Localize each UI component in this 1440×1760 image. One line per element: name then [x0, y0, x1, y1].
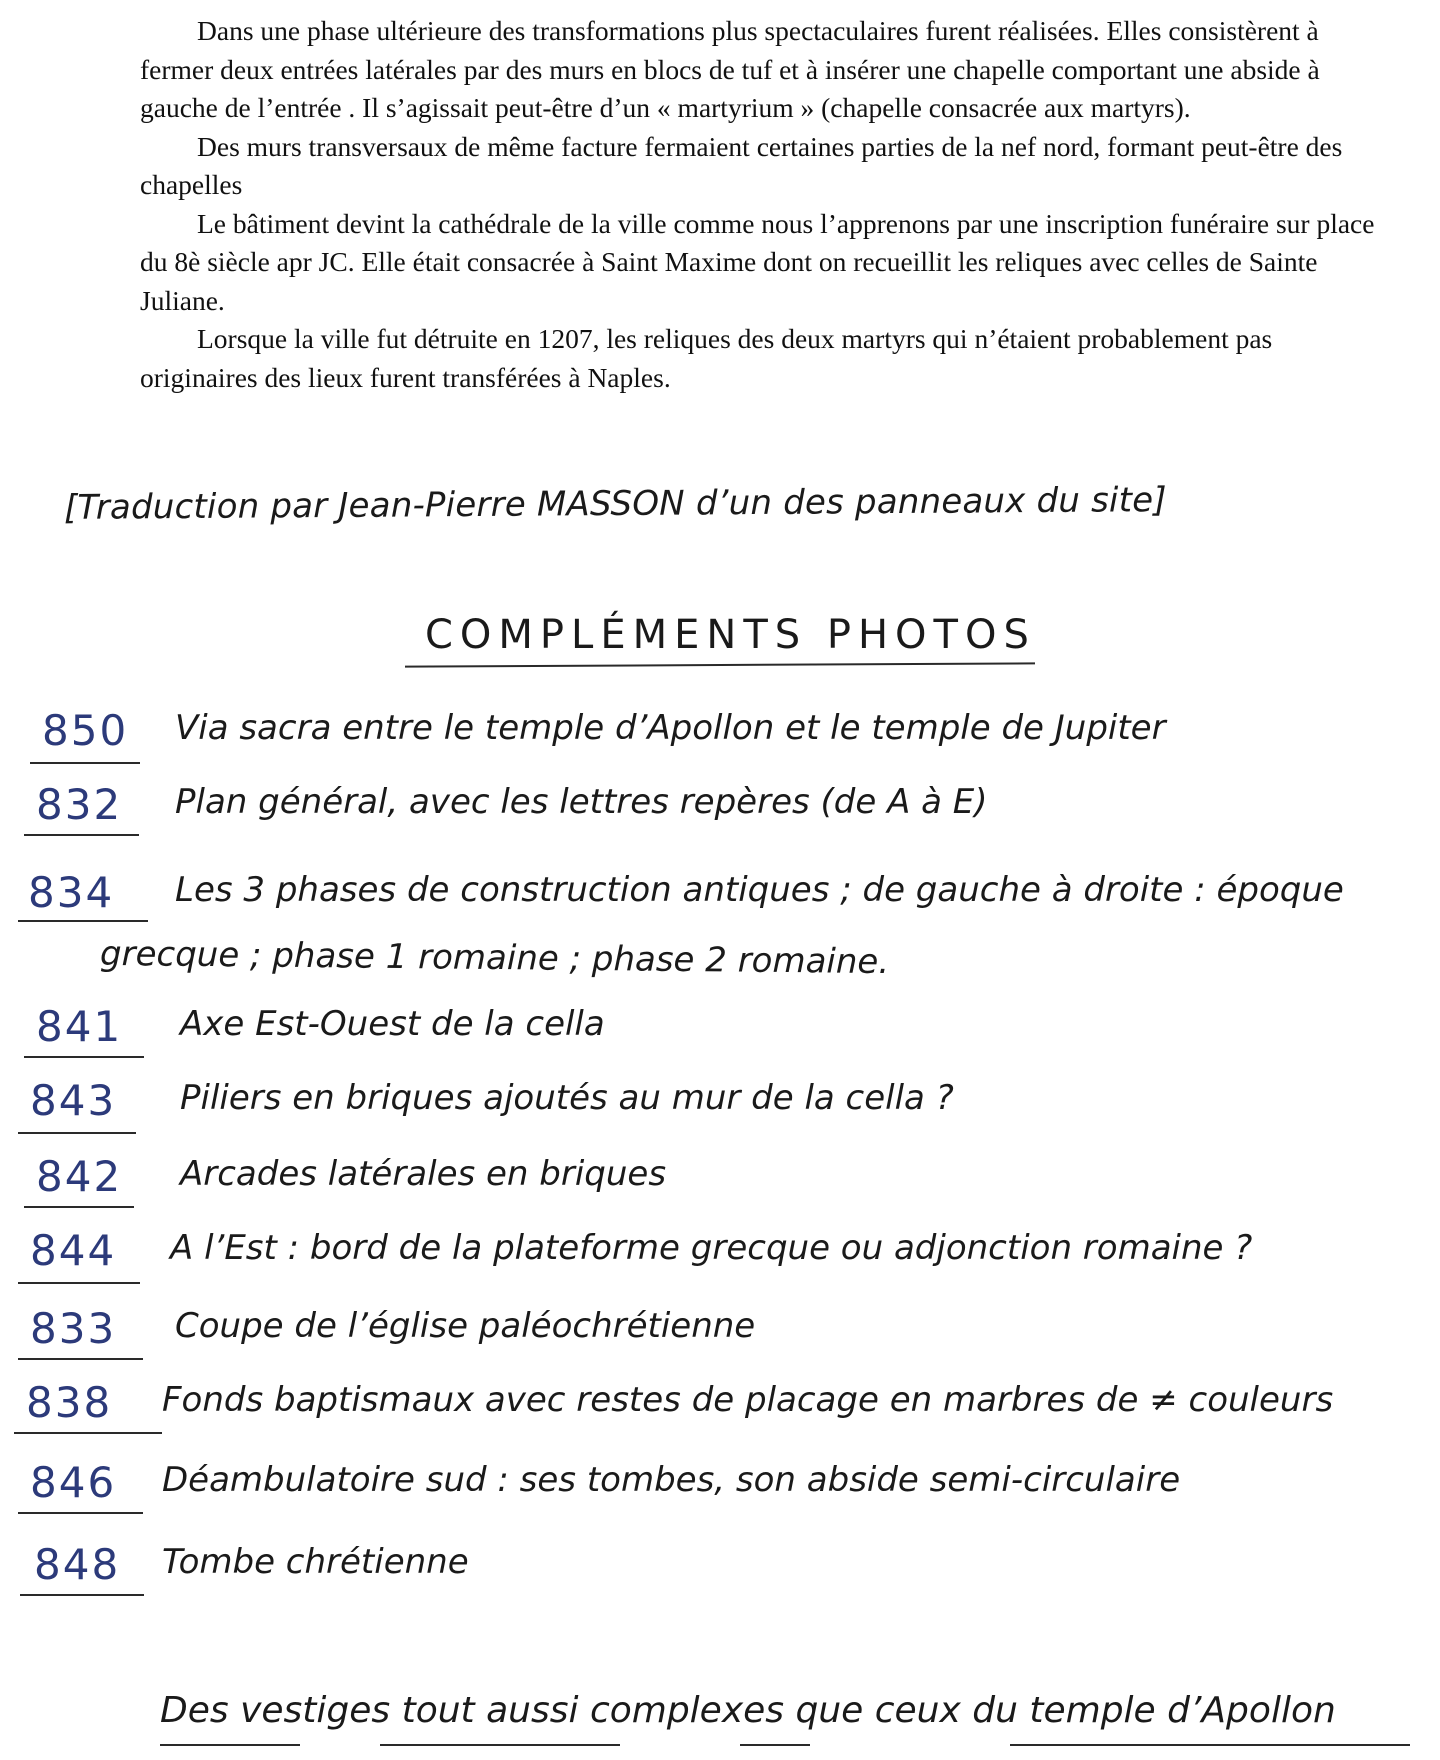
number-underline — [14, 1432, 162, 1434]
photo-description: A l’Est : bord de la plateforme grecque ou adjonction romaine ? — [170, 1228, 1253, 1268]
number-underline — [30, 762, 140, 764]
photo-number: 843 — [30, 1076, 117, 1125]
list-item — [0, 1378, 1440, 1438]
number-underline — [18, 920, 148, 922]
photo-description: Piliers en briques ajoutés au mur de la cella ? — [180, 1078, 954, 1118]
closing-remark: Des vestiges tout aussi complexes que ceux du temple d’Apollon — [160, 1690, 1336, 1731]
list-item — [0, 1152, 1440, 1212]
translation-credit: [Traduction par Jean-Pierre MASSON d’un des panneaux du site] — [63, 480, 1167, 528]
photo-description: Tombe chrétienne — [162, 1542, 469, 1582]
photo-description-continued: grecque ; phase 1 romaine ; phase 2 romaine. — [99, 933, 890, 983]
photo-number: 833 — [30, 1304, 117, 1353]
paragraph: Dans une phase ultérieure des transformations plus spectaculaires furent réalisées. Elles consistèrent à fermer deux entrées latérales par des murs en blocs de tuf et à insérer une chapelle comportant une abside à gauche de l’entrée . Il s’agissait peut-être d’un « martyrium » (chapelle consacrée aux martyrs). — [140, 15, 1320, 123]
paragraph: Lorsque la ville fut détruite en 1207, les reliques des deux martyrs qui n’étaient probablement pas originaires des lieux furent transférées à Naples. — [140, 323, 1273, 393]
closing-underline — [1010, 1744, 1410, 1746]
photo-description: Fonds baptismaux avec restes de placage en marbres de ≠ couleurs — [162, 1380, 1334, 1420]
photo-number: 850 — [42, 706, 129, 755]
section-heading: COMPLÉMENTS PHOTOS — [425, 612, 1036, 658]
photo-description: Arcades latérales en briques — [180, 1154, 667, 1194]
number-underline — [18, 1282, 140, 1284]
closing-underline — [160, 1744, 300, 1746]
list-item — [0, 1076, 1440, 1136]
number-underline — [18, 1132, 136, 1134]
number-underline — [18, 1512, 143, 1514]
photo-description: Via sacra entre le temple d’Apollon et le temple de Jupiter — [175, 708, 1166, 748]
photo-number: 844 — [30, 1226, 117, 1275]
photo-number: 842 — [36, 1152, 123, 1201]
list-item — [0, 1540, 1440, 1600]
photo-description: Les 3 phases de construction antiques ; de gauche à droite : époque — [175, 870, 1344, 910]
photo-number: 832 — [36, 780, 123, 829]
list-item — [0, 1002, 1440, 1062]
photo-description: Axe Est-Ouest de la cella — [180, 1004, 605, 1044]
list-item — [0, 780, 1440, 840]
closing-underline — [380, 1744, 620, 1746]
list-item — [0, 706, 1440, 766]
photo-number: 841 — [36, 1002, 123, 1051]
number-underline — [24, 834, 139, 836]
closing-underline — [740, 1744, 810, 1746]
list-item — [0, 1226, 1440, 1286]
photo-description: Plan général, avec les lettres repères (de A à E) — [175, 782, 988, 822]
photo-number: 848 — [34, 1540, 121, 1589]
paragraph: Des murs transversaux de même facture fermaient certaines parties de la nef nord, formant peut-être des chapelles — [140, 130, 1343, 200]
list-item — [0, 1458, 1440, 1518]
photo-description: Déambulatoire sud : ses tombes, son abside semi-circulaire — [162, 1460, 1181, 1500]
number-underline — [20, 1594, 144, 1596]
list-item — [0, 868, 1440, 928]
photo-number: 846 — [30, 1458, 117, 1507]
list-item — [0, 1304, 1440, 1364]
photo-number: 834 — [28, 868, 115, 917]
number-underline — [24, 1206, 134, 1208]
number-underline — [24, 1056, 144, 1058]
paragraph: Le bâtiment devint la cathédrale de la ville comme nous l’apprenons par une inscription funéraire sur place du 8è siècle apr JC. Elle était consacrée à Saint Maxime dont on recueillit les reliques avec celles de Sainte Juliane. — [140, 207, 1375, 316]
number-underline — [18, 1358, 143, 1360]
photo-description: Coupe de l’église paléochrétienne — [175, 1306, 756, 1346]
photo-number: 838 — [26, 1378, 113, 1427]
